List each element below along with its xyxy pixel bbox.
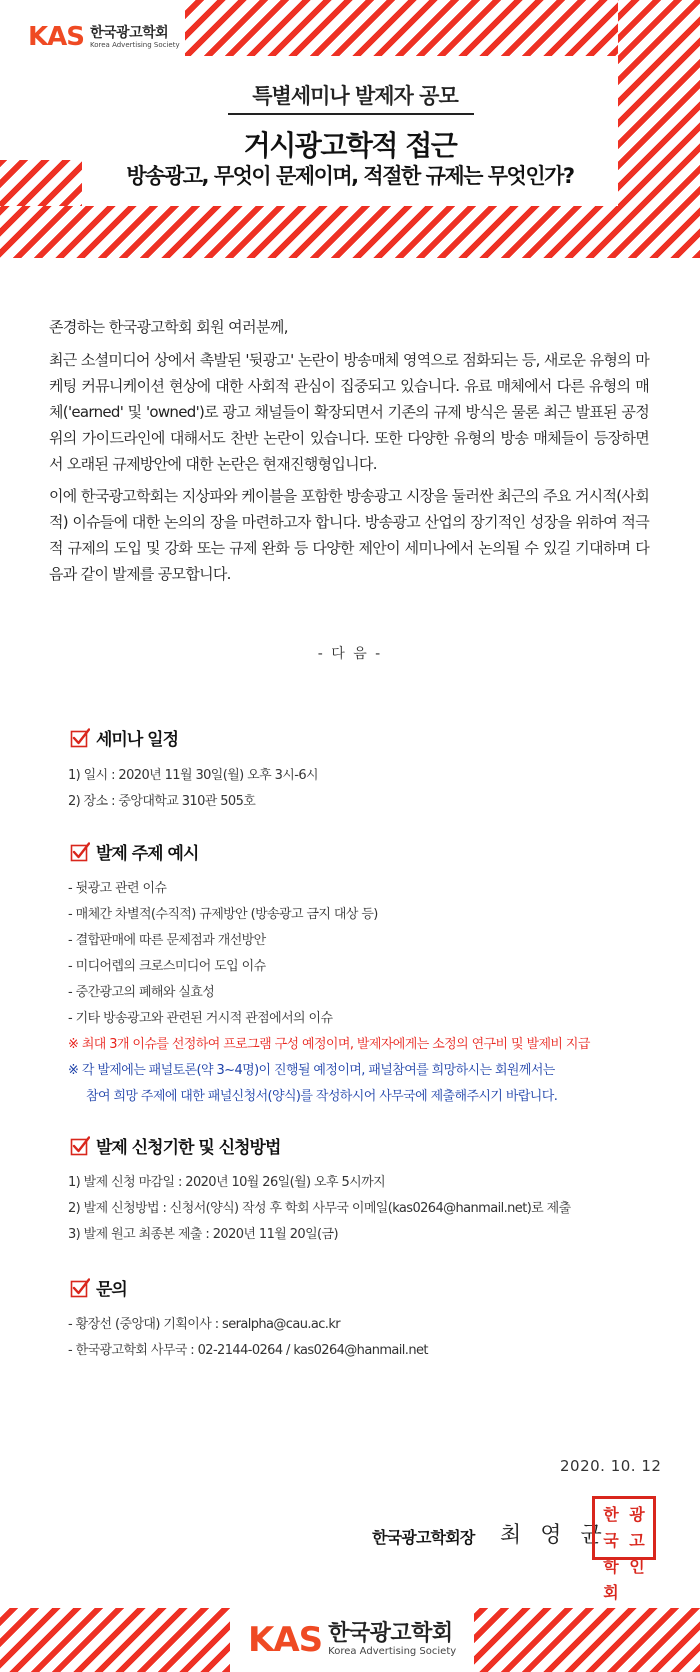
intro-paragraph-1: 최근 소셜미디어 상에서 촉발된 '뒷광고' 논란이 방송매체 영역으로 점화되는 등, 새로운 유형의 마케팅 커뮤니케이션 현상에 대한 사회적 관심이 집중되고 있습니다. 유료 매체에서 다른 유형의 매체('earned' 및 'owned')로 광고 채널들이 확장되면서 기존의 규제 방식은 물론 최근 발표된 공정위의 가이드라인에 대해서도 찬반 논란이 있습니다. 또한 다양한 유형의 방송 매체들이 등장하면서 오래된 규제방안에 대한 논란은 현재진행형입니다. xyxy=(49,351,649,473)
list-item: - 결합판매에 따른 문제점과 개선방안 xyxy=(68,933,266,948)
list-item: - 기타 방송광고와 관련된 거시적 관점에서의 이슈 xyxy=(68,1011,333,1026)
signatory-name: 최 영 균 xyxy=(500,1523,608,1548)
checkbox-checked-icon xyxy=(70,842,90,862)
section-contact-heading xyxy=(70,1275,127,1300)
footer-kas-logo xyxy=(248,1622,456,1658)
note-blue: ※ 각 발제에는 패널토론(약 3~4명)이 진행될 예정이며, 패널참여를 희망하시는 회원께서는 xyxy=(68,1063,555,1078)
seal-char: 학회 xyxy=(603,1557,619,1602)
list-item: 2) 발제 신청방법 : 신청서(양식) 작성 후 학회 사무국 이메일(kas0264@hanmail.net)로 제출 xyxy=(68,1201,571,1216)
section-topics-heading xyxy=(70,839,198,864)
footer-stripes-right xyxy=(474,1608,700,1672)
seal-char: 광고 xyxy=(629,1505,645,1550)
list-item: 2) 장소 : 중앙대학교 310관 505호 xyxy=(68,794,256,809)
logo-name-en: Korea Advertising Society xyxy=(90,40,180,49)
section-application-heading xyxy=(70,1133,280,1158)
list-item: 3) 발제 원고 최종본 제출 : 2020년 11월 20일(금) xyxy=(68,1227,338,1242)
section-separator: - 다 음 - xyxy=(317,646,383,662)
note-blue-continued: 참여 희망 주제에 대한 패널신청서(양식)를 작성하시어 사무국에 제출해주시기 바랍니다. xyxy=(86,1089,558,1104)
header-stripes-bottom xyxy=(0,206,700,258)
intro-paragraph-2: 이에 한국광고학회는 지상파와 케이블을 포함한 방송광고 시장을 둘러싼 최근의 주요 거시적(사회적) 이슈들에 대한 논의의 장을 마련하고자 합니다. 방송광고 산업의 장기적인 성장을 위하여 적극적 규제의 도입 및 강화 또는 규제 완화 등 다양한 제안이 세미나에서 논의될 수 있길 기대하며 다음과 같이 발제를 공모합니다. xyxy=(49,487,649,583)
section-title: 문의 xyxy=(96,1280,127,1300)
checkbox-checked-icon xyxy=(70,1136,90,1156)
notice-subtitle: 특별세미나 발제자 공모 xyxy=(252,84,458,108)
section-title: 발제 주제 예시 xyxy=(96,844,199,864)
kas-logo-mark: KAS xyxy=(248,1620,323,1660)
note-red: ※ 최대 3개 이슈를 선정하여 프로그램 구성 예정이며, 발제자에게는 소정의 연구비 및 발제비 지급 xyxy=(68,1037,590,1052)
page-title: 거시광고학적 접근 xyxy=(243,129,457,162)
checkbox-checked-icon xyxy=(70,1278,90,1298)
logo-name-en: Korea Advertising Society xyxy=(328,1646,457,1657)
footer-banner xyxy=(0,1608,700,1672)
subtitle-underline xyxy=(228,113,474,115)
official-seal xyxy=(592,1496,656,1602)
logo-name-ko: 한국광고학회 xyxy=(328,1621,453,1646)
section-schedule-heading xyxy=(70,725,178,750)
list-item: - 매체간 차별적(수직적) 규제방안 (방송광고 금지 대상 등) xyxy=(68,907,378,922)
header-banner xyxy=(0,0,700,258)
contact-item: - 한국광고학회 사무국 : 02-2144-0264 / kas0264@hanmail.net xyxy=(68,1343,428,1358)
contact-item: - 황장선 (중앙대) 기획이사 : seralpha@cau.ac.kr xyxy=(68,1317,341,1332)
checkbox-checked-icon xyxy=(70,728,90,748)
kas-logo-mark: KAS xyxy=(28,22,84,52)
list-item: - 미디어렙의 크로스미디어 도입 이슈 xyxy=(68,959,266,974)
section-title: 세미나 일정 xyxy=(96,730,179,750)
list-item: 1) 일시 : 2020년 11월 30일(월) 오후 3시-6시 xyxy=(68,768,318,783)
page-title-sub: 방송광고, 무엇이 문제이며, 적절한 규제는 무엇인가? xyxy=(126,164,574,188)
signatory-title: 한국광고학회장 xyxy=(372,1528,475,1547)
greeting: 존경하는 한국광고학회 회원 여러분께, xyxy=(49,318,288,336)
list-item: 1) 발제 신청 마감일 : 2020년 10월 26일(월) 오후 5시까지 xyxy=(68,1175,386,1190)
logo-name-ko: 한국광고학회 xyxy=(90,24,169,41)
section-title: 발제 신청기한 및 신청방법 xyxy=(96,1138,281,1158)
list-item: - 중간광고의 폐해와 실효성 xyxy=(68,985,215,1000)
list-item: - 뒷광고 관련 이슈 xyxy=(68,881,167,896)
footer-stripes-left xyxy=(0,1608,230,1672)
document-date: 2020. 10. 12 xyxy=(560,1457,662,1475)
kas-logo xyxy=(28,24,180,50)
seal-char: 한국 xyxy=(603,1505,619,1550)
seal-char: 인 xyxy=(629,1557,645,1576)
